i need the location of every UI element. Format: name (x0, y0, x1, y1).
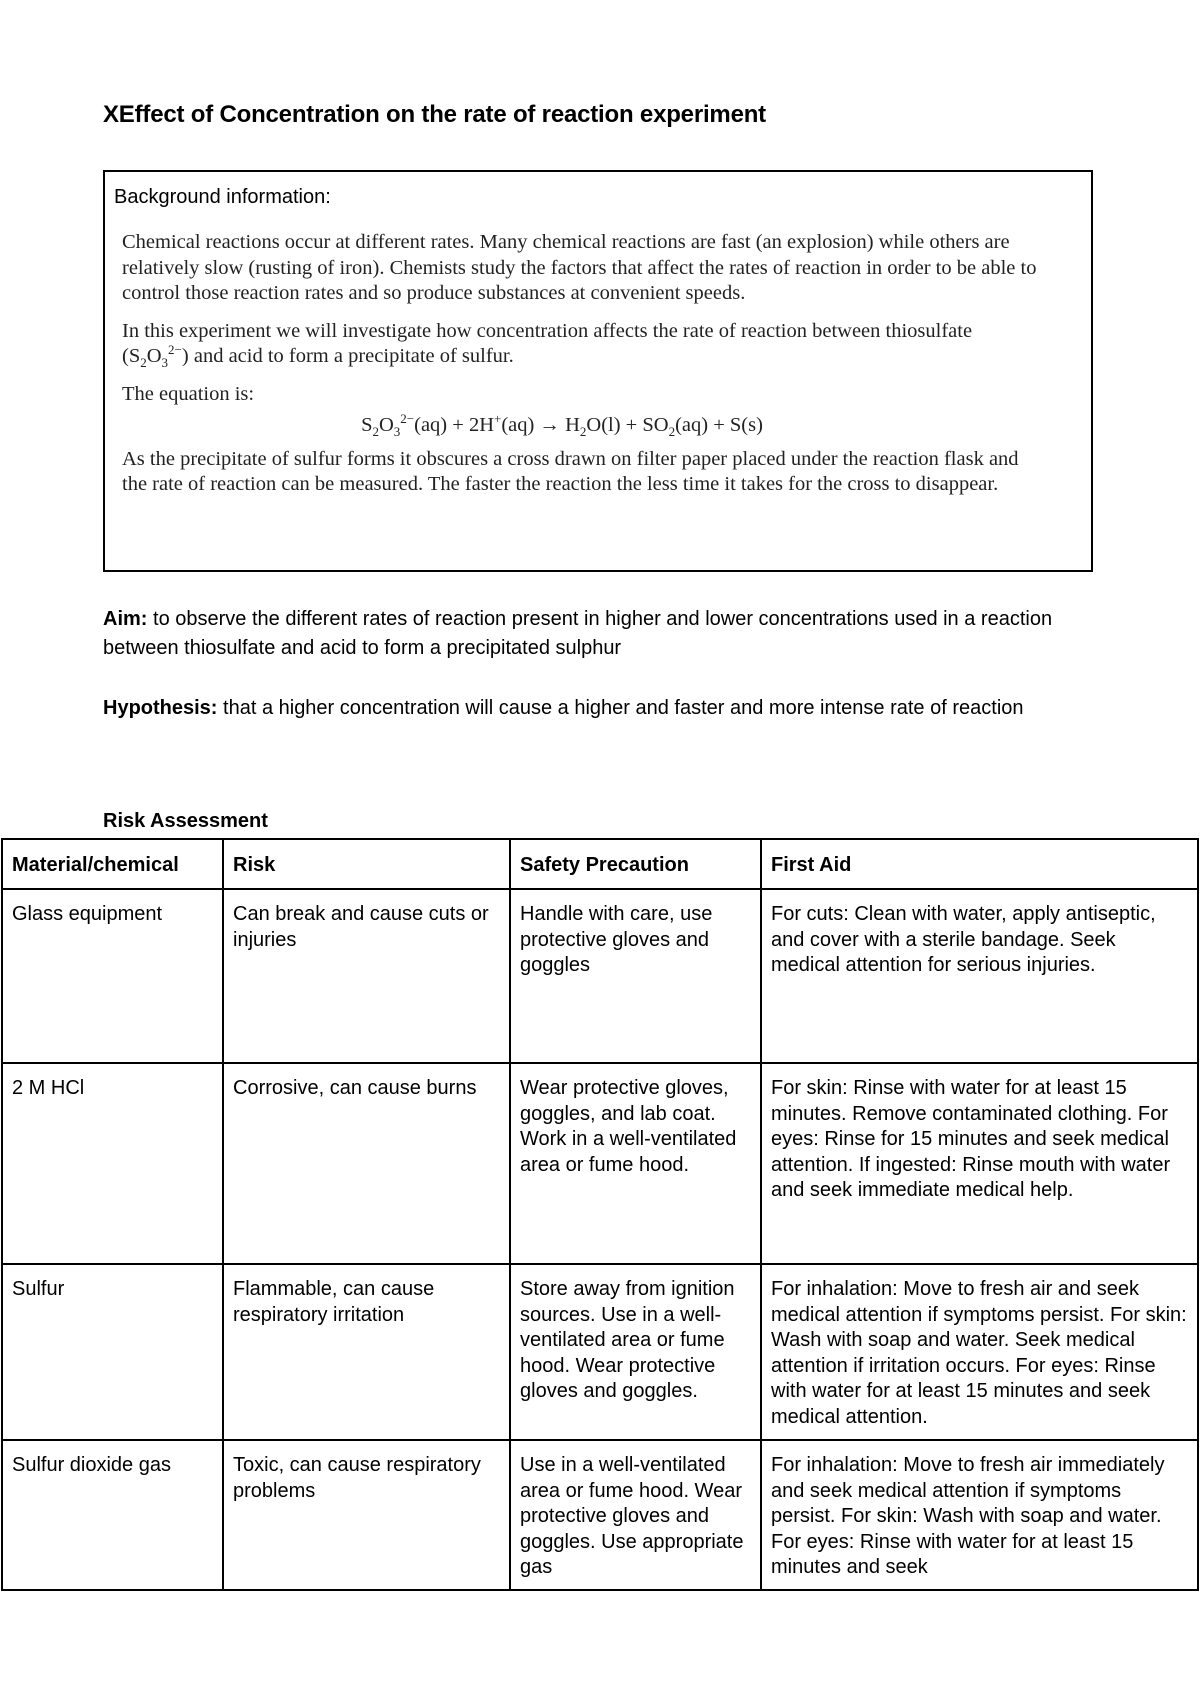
cell-first-aid: For inhalation: Move to fresh air immediately and seek medical attention if symptoms persist. For skin: Wash with soap and water. For eyes: Rinse with water for at least 15 minutes and seek (761, 1440, 1198, 1590)
page-title: XEffect of Concentration on the rate of reaction experiment (103, 101, 766, 128)
cell-precaution: Wear protective gloves, goggles, and lab coat. Work in a well-ventilated area or fume hood. (510, 1063, 761, 1264)
table-row (2, 1063, 1198, 1264)
hypothesis-paragraph (103, 694, 1093, 723)
cell-precaution: Handle with care, use protective gloves and goggles (510, 889, 761, 1063)
column-header-material: Material/chemical (2, 839, 223, 889)
cell-material: Sulfur (2, 1264, 223, 1440)
column-header-first-aid: First Aid (761, 839, 1198, 889)
background-information-box (103, 170, 1093, 572)
background-paragraph-2-end: ) and acid to form a precipitate of sulfur. (181, 345, 514, 367)
chemical-equation: $S_2O_3^{2-}(aq) + 2H^+(aq) \to H_2O(l) + SO_2(aq) + S(s)$ (361, 411, 763, 440)
equation-intro: The equation is: (122, 382, 255, 405)
background-scanned-text (122, 230, 1042, 510)
cell-first-aid: For cuts: Clean with water, apply antiseptic, and cover with a sterile bandage. Seek medical attention for serious injuries. (761, 889, 1198, 1063)
table-row (2, 1440, 1198, 1590)
cell-risk: Flammable, can cause respiratory irritation (223, 1264, 510, 1440)
aim-text: to observe the different rates of reaction present in higher and lower concentrations used in a reaction between thiosulfate and acid to form a precipitated sulphur (103, 608, 1053, 659)
cell-material: 2 M HCl (2, 1063, 223, 1264)
cell-first-aid: For inhalation: Move to fresh air and seek medical attention if symptoms persist. For skin: Wash with soap and water. Seek medical attention if irritation occurs. For eyes: Rinse with water for at least 15 minutes and seek medical attention. (761, 1264, 1198, 1440)
background-paragraph-2: In this experiment we will investigate how concentration affects the rate of reaction between thiosulfate $(S_2O_3^{2-})$ and acid to form a precipitate of sulfur. (122, 319, 973, 371)
cell-risk: Corrosive, can cause burns (223, 1063, 510, 1264)
aim-paragraph (103, 605, 1093, 663)
cell-precaution: Use in a well-ventilated area or fume hood. Wear protective gloves and goggles. Use appropriate gas (510, 1440, 761, 1590)
hypothesis-text: that a higher concentration will cause a higher and faster and more intense rate of reaction (217, 697, 1024, 719)
table-row (2, 1264, 1198, 1440)
risk-assessment-table (1, 838, 1199, 1591)
cell-first-aid: For skin: Rinse with water for at least 15 minutes. Remove contaminated clothing. For eyes: Rinse for 15 minutes and seek medical attention. If ingested: Rinse mouth with water and seek immediate medical help. (761, 1063, 1198, 1264)
cell-material: Sulfur dioxide gas (2, 1440, 223, 1590)
column-header-precaution: Safety Precaution (510, 839, 761, 889)
table-header-row (2, 839, 1198, 889)
table-row (2, 889, 1198, 1063)
background-paragraph-1: Chemical reactions occur at different rates. Many chemical reactions are fast (an explosion) while others are relatively slow (rusting of iron). Chemists study the factors that affect the rates of reaction in order to be able to control those reaction rates and so produce substances at convenient speeds. (122, 231, 1037, 304)
cell-material: Glass equipment (2, 889, 223, 1063)
cell-risk: Can break and cause cuts or injuries (223, 889, 510, 1063)
background-label: Background information: (114, 186, 331, 208)
column-header-risk: Risk (223, 839, 510, 889)
cell-precaution: Store away from ignition sources. Use in a well-ventilated area or fume hood. Wear protective gloves and goggles. (510, 1264, 761, 1440)
aim-label: Aim: (103, 608, 148, 630)
hypothesis-label: Hypothesis: (103, 697, 218, 719)
background-paragraph-2-start: In this experiment we will investigate how concentration affects the rate of reaction between thiosulfate (S (122, 319, 973, 367)
background-paragraph-3: As the precipitate of sulfur forms it obscures a cross drawn on filter paper placed under the reaction flask and the rate of reaction can be measured. The faster the reaction the less time it takes for the cross to disappear. (122, 447, 1019, 495)
risk-assessment-heading: Risk Assessment (103, 810, 268, 832)
cell-risk: Toxic, can cause respiratory problems (223, 1440, 510, 1590)
